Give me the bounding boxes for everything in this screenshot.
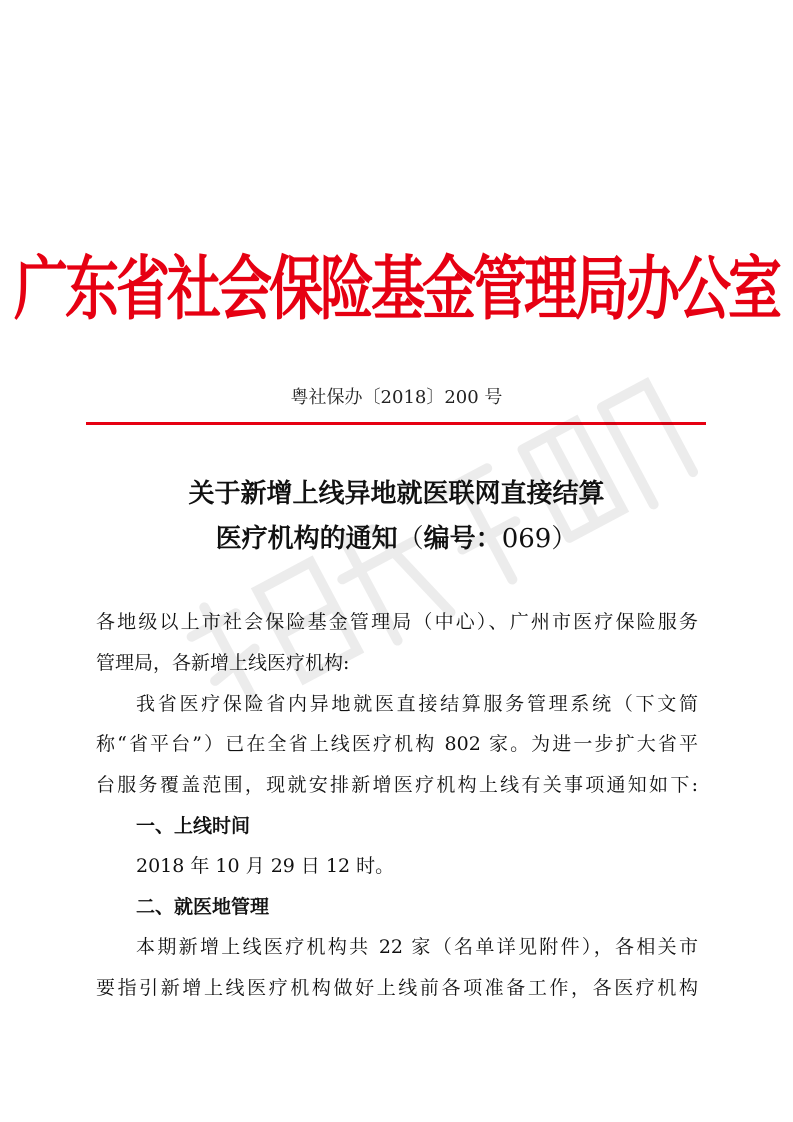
notice-title-paren-open: （ <box>397 524 424 554</box>
notice-title-paren-close: ） <box>551 524 578 554</box>
intro-line-2: 称“省平台”）已在全省上线医疗机构 802 家。为进一步扩大省平 <box>96 733 698 755</box>
notice-title-main: 医疗机构的通知 <box>215 524 398 554</box>
section-2-line-1: 本期新增上线医疗机构共 22 家（名单详见附件），各相关市 <box>136 936 698 958</box>
section-2-line-2: 要指引新增上线医疗机构做好上线前各项准备工作，各医疗机构 <box>96 977 698 999</box>
intro-line-3: 台服务覆盖范围，现就安排新增医疗机构上线有关事项通知如下: <box>96 774 698 796</box>
intro-line-1: 我省医疗保险省内异地就医直接结算服务管理系统（下文简 <box>136 693 698 715</box>
notice-title-number-label: 编号： <box>423 524 502 554</box>
agency-header-title: 广东省社会保险基金管理局办公室 <box>14 247 779 330</box>
section-2-heading: 二、就医地管理 <box>136 896 270 918</box>
salutation-line-2: 管理局，各新增上线医疗机构: <box>96 652 350 674</box>
notice-title-line-1: 关于新增上线异地就医联网直接结算 <box>188 479 605 509</box>
section-1-heading: 一、上线时间 <box>136 815 251 837</box>
notice-title-number: 069 <box>501 524 552 554</box>
red-divider-line <box>86 422 706 425</box>
section-1-text: 2018 年 10 月 29 日 12 时。 <box>136 855 395 877</box>
document-number: 粤社保办〔2018〕200 号 <box>290 387 503 408</box>
salutation-line-1: 各地级以上市社会保险基金管理局（中心）、广州市医疗保险服务 <box>96 611 698 633</box>
notice-title-line-2 <box>0 522 793 556</box>
